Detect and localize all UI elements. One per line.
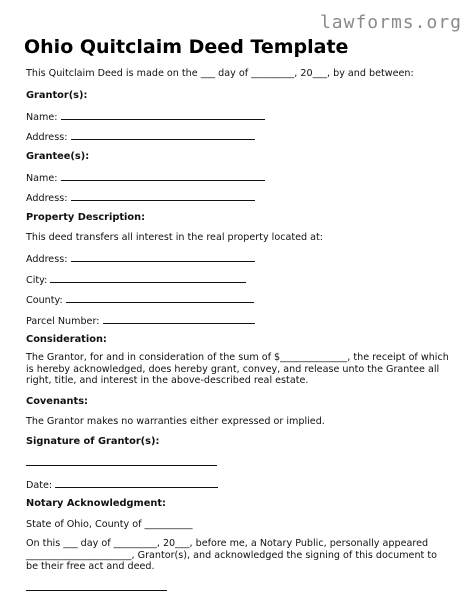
property-city-label: City: [26,275,48,286]
signature-date-row [26,478,218,492]
grantee-name-row [26,171,265,185]
signature-date-field[interactable] [55,478,218,488]
property-text: This deed transfers all interest in the real property located at: [26,232,324,243]
notary-heading: Notary Acknowledgment: [26,498,166,509]
grantor-name-field[interactable] [61,110,265,120]
property-parcel-label: Parcel Number: [26,316,100,327]
grantor-heading: Grantor(s): [26,90,88,101]
property-parcel-row [26,314,255,328]
property-city-field[interactable] [50,273,246,283]
intro-text: This Quitclaim Deed is made on the ___ day of _________, 20___, by and between: [26,68,414,79]
grantee-address-label: Address: [26,193,68,204]
grantor-address-row [26,130,255,144]
signature-date-label: Date: [26,480,53,491]
property-county-row [26,293,254,307]
grantee-address-field[interactable] [71,191,255,201]
property-heading: Property Description: [26,212,145,223]
notary-state-line: State of Ohio, County of __________ [26,519,193,530]
property-county-field[interactable] [66,293,254,303]
property-city-row [26,273,246,287]
consideration-heading: Consideration: [26,334,107,345]
grantee-name-field[interactable] [61,171,265,181]
grantor-name-row [26,110,265,124]
property-county-label: County: [26,295,63,306]
property-parcel-field[interactable] [103,314,255,324]
grantor-address-field[interactable] [71,130,255,140]
property-address-field[interactable] [71,252,255,262]
covenants-text: The Grantor makes no warranties either expressed or implied. [26,416,325,427]
grantor-signature-line[interactable] [26,465,217,466]
grantee-heading: Grantee(s): [26,151,90,162]
site-watermark[interactable]: lawforms.org [319,12,462,33]
covenants-heading: Covenants: [26,396,88,407]
notary-signature-line[interactable] [26,590,167,591]
grantor-address-label: Address: [26,132,68,143]
property-address-label: Address: [26,254,68,265]
signature-heading: Signature of Grantor(s): [26,436,160,447]
consideration-text: The Grantor, for and in consideration of the sum of $______________, the receipt of which is hereby acknowledged, does hereby grant, convey, and release unto the Grantee all right, title, and interest in the above-described real estate. [26,352,449,386]
grantee-address-row [26,191,255,205]
grantee-name-label: Name: [26,173,58,184]
grantor-name-label: Name: [26,112,58,123]
notary-text: On this ___ day of _________, 20___, before me, a Notary Public, personally appeared ______________________, Grantor(s), and acknowledged the signing of this document to be their free act and deed. [26,538,437,572]
document-title: Ohio Quitclaim Deed Template [24,36,349,58]
property-address-row [26,252,255,266]
